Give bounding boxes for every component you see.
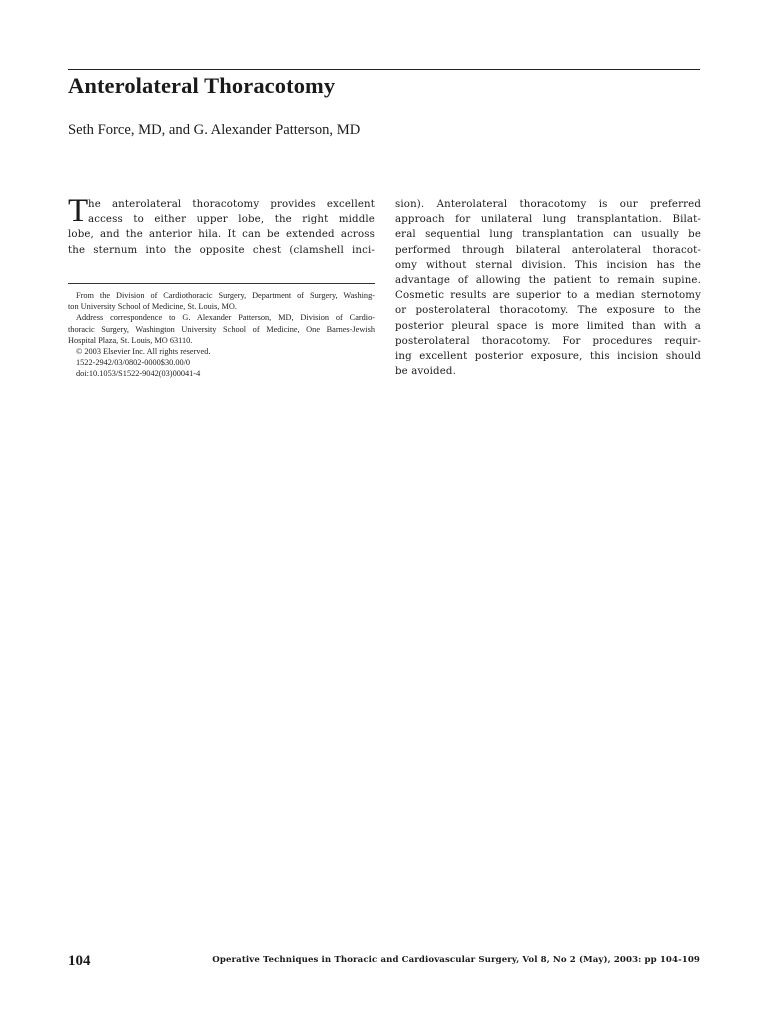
body-line: eral sequential lung transplantation can usually be: [395, 229, 701, 241]
body-line: approach for unilateral lung transplantation. Bilat-: [395, 214, 701, 226]
body-line: sion). Anterolateral thoracotomy is our preferred: [395, 199, 701, 210]
body-line: ing excellent posterior exposure, this incision should: [395, 350, 701, 362]
header-rule: [68, 69, 700, 70]
body-column-left: [68, 193, 375, 258]
body-line: posterolateral thoracotomy. For procedures requir-: [395, 335, 701, 347]
page-number: 104: [68, 953, 91, 969]
footnote-rule: [68, 283, 375, 284]
journal-citation: Operative Techniques in Thoracic and Cardiovascular Surgery, Vol 8, No 2 (May), 2003: pp 104-109: [212, 955, 700, 965]
body-line: be avoided.: [395, 366, 456, 378]
footnote-line: doi:10.1053/S1522-9042(03)00041-4: [76, 369, 201, 379]
footnote-line: Address correspondence to G. Alexander Patterson, MD, Division of Cardio-: [76, 313, 375, 323]
footnote-line: ton University School of Medicine, St. Louis, MO.: [68, 302, 237, 312]
footnote-line: © 2003 Elsevier Inc. All rights reserved.: [76, 346, 211, 356]
drop-cap: T: [68, 193, 89, 229]
body-line: he anterolateral thoracotomy provides excellent: [88, 199, 375, 210]
article-title: Anterolateral Thoracotomy: [68, 73, 336, 98]
footnote-line: 1522-2942/03/0802-0000$30.00/0: [76, 358, 191, 368]
body-line: lobe, and the anterior hila. It can be extended across: [68, 229, 375, 241]
footnote-line: Hospital Plaza, St. Louis, MO 63110.: [68, 335, 193, 345]
body-line: posterior pleural space is more limited than with a: [395, 320, 701, 332]
footnote-line: thoracic Surgery, Washington University School of Medicine, One Barnes-Jewish: [68, 324, 375, 334]
article-authors: Seth Force, MD, and G. Alexander Patterson, MD: [68, 122, 361, 138]
body-line: advantage of allowing the patient to remain supine.: [395, 274, 701, 286]
body-line: omy without sternal division. This incision has the: [395, 259, 701, 271]
body-line: the sternum into the opposite chest (clamshell inci-: [68, 244, 375, 256]
body-line: Cosmetic results are superior to a median sternotomy: [395, 290, 701, 302]
footnotes: [68, 290, 375, 380]
body-line: access to either upper lobe, the right middle: [88, 214, 375, 226]
body-column-right: [395, 197, 701, 379]
body-line: or posterolateral thoracotomy. The exposure to the: [395, 305, 701, 317]
footnote-line: From the Division of Cardiothoracic Surgery, Department of Surgery, Washing-: [76, 291, 375, 300]
body-line: performed through bilateral anterolateral thoracot-: [395, 244, 701, 256]
